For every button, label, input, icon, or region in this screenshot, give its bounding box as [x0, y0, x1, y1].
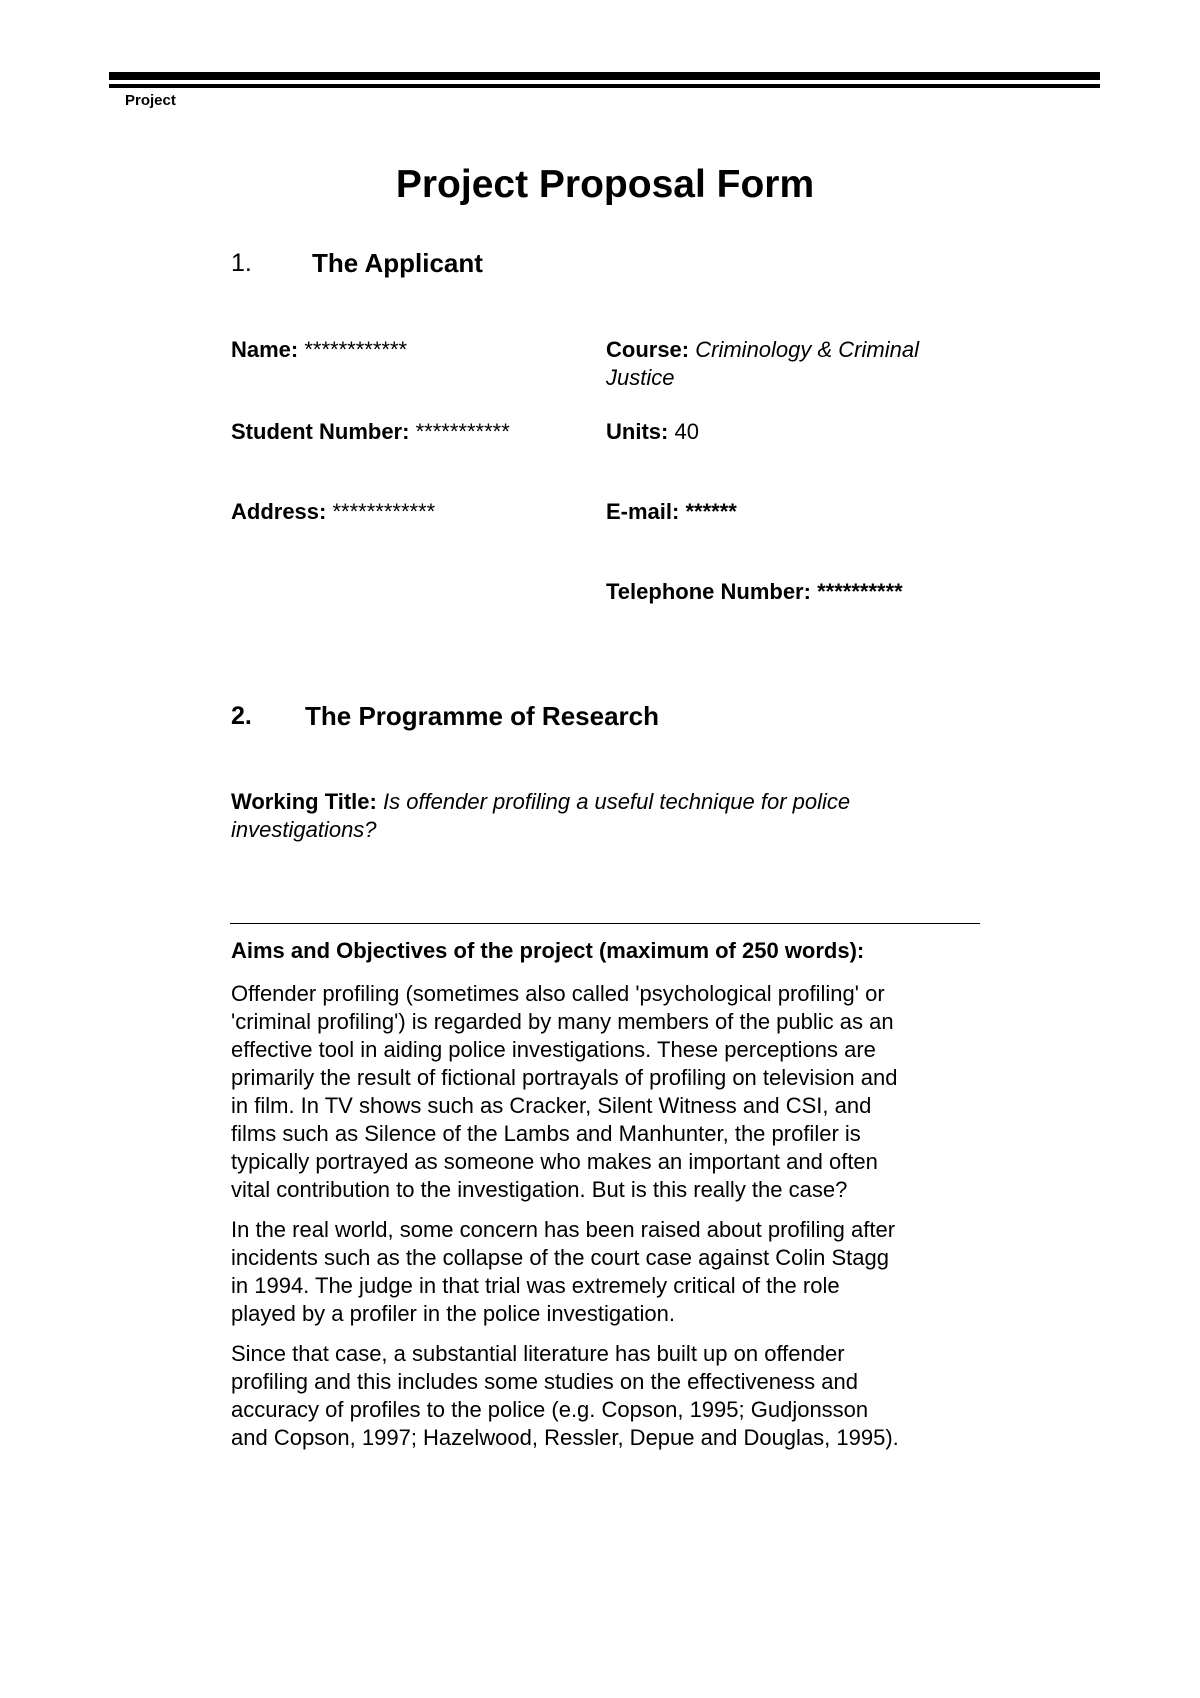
course-field: [606, 336, 919, 392]
header-rule-thick: [109, 72, 1100, 80]
address-label: Address:: [231, 499, 327, 524]
section-1-number: 1.: [231, 249, 252, 277]
aims-paragraph-3: [231, 1340, 991, 1452]
aims-heading: Aims and Objectives of the project (maximum of 250 words):: [231, 938, 865, 963]
course-label: Course:: [606, 337, 690, 362]
units-field: [606, 418, 699, 446]
paragraph-line: played by a profiler in the police investigation.: [231, 1301, 675, 1326]
course-value-line2: Justice: [606, 365, 675, 390]
section-2-title: The Programme of Research: [305, 701, 660, 731]
working-title-label: Working Title:: [231, 789, 377, 814]
paragraph-line: effective tool in aiding police investigations. These perceptions are: [231, 1037, 876, 1062]
section-divider: [230, 923, 980, 924]
address-field: [231, 498, 435, 526]
student-number-field: [231, 418, 510, 446]
running-header: Project: [125, 92, 176, 109]
email-field: [606, 498, 737, 526]
working-title-value-line2: investigations?: [231, 817, 377, 842]
paragraph-line: and Copson, 1997; Hazelwood, Ressler, Depue and Douglas, 1995).: [231, 1425, 899, 1450]
paragraph-line: in film. In TV shows such as Cracker, Silent Witness and CSI, and: [231, 1093, 872, 1118]
paragraph-line: profiling and this includes some studies on the effectiveness and: [231, 1369, 858, 1394]
paragraph-line: vital contribution to the investigation. But is this really the case?: [231, 1177, 848, 1202]
paragraph-line: films such as Silence of the Lambs and Manhunter, the profiler is: [231, 1121, 861, 1146]
telephone-value: **********: [817, 579, 903, 604]
name-value: ************: [304, 337, 408, 362]
paragraph-line: 'criminal profiling') is regarded by many members of the public as an: [231, 1009, 894, 1034]
email-value: ******: [685, 499, 737, 524]
paragraph-line: In the real world, some concern has been raised about profiling after: [231, 1217, 896, 1242]
paragraph-line: incidents such as the collapse of the court case against Colin Stagg: [231, 1245, 889, 1270]
header-rule-thin: [109, 84, 1100, 88]
section-2-number: 2.: [231, 702, 252, 730]
student-number-label: Student Number:: [231, 419, 410, 444]
paragraph-line: Since that case, a substantial literature has built up on offender: [231, 1341, 845, 1366]
working-title-field: [231, 788, 850, 844]
working-title-value-line1: Is offender profiling a useful technique for police: [382, 789, 851, 814]
aims-paragraph-2: [231, 1216, 991, 1328]
paragraph-line: typically portrayed as someone who makes an important and often: [231, 1149, 878, 1174]
paragraph-line: in 1994. The judge in that trial was extremely critical of the role: [231, 1273, 840, 1298]
paragraph-line: Offender profiling (sometimes also called 'psychological profiling' or: [231, 981, 885, 1006]
email-label: E-mail:: [606, 499, 680, 524]
name-field: [231, 336, 407, 364]
units-label: Units:: [606, 419, 669, 444]
name-label: Name:: [231, 337, 299, 362]
page-title: Project Proposal Form: [395, 163, 815, 206]
telephone-field: [606, 578, 903, 606]
section-1-title: The Applicant: [312, 248, 483, 278]
units-value: 40: [674, 419, 699, 444]
address-value: ************: [332, 499, 436, 524]
student-number-value: ***********: [415, 419, 510, 444]
course-value-line1: Criminology & Criminal: [695, 337, 919, 362]
paragraph-line: primarily the result of fictional portrayals of profiling on television and: [231, 1065, 898, 1090]
telephone-label: Telephone Number:: [606, 579, 811, 604]
paragraph-line: accuracy of profiles to the police (e.g. Copson, 1995; Gudjonsson: [231, 1397, 869, 1422]
aims-paragraph-1: [231, 980, 991, 1204]
